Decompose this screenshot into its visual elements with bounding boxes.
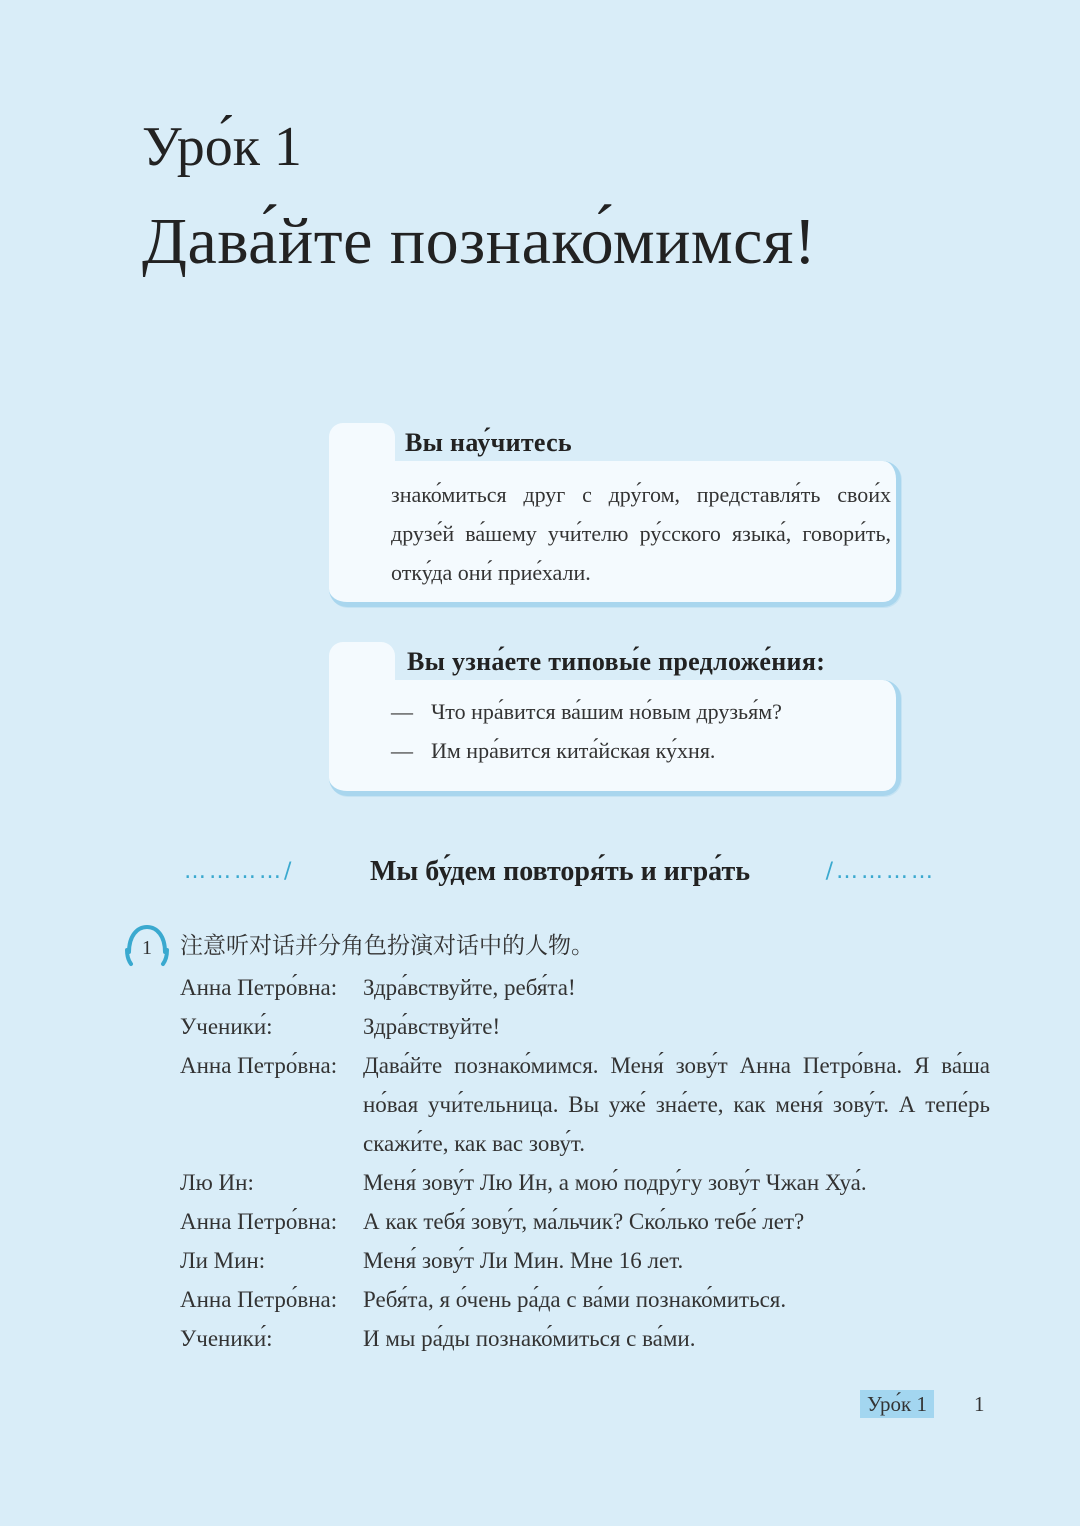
speaker: Анна Петро́вна: bbox=[180, 1287, 338, 1312]
speaker: Лю Ин: bbox=[180, 1170, 254, 1195]
goals-heading: Вы нау́читесь bbox=[405, 428, 572, 457]
goals-text: знако́миться друг с дру́гом, представля́ть свои́х друзе́й ва́шему учи́телю ру́сского языка́, говори́ть, отку́да они́ прие́хали. bbox=[391, 482, 891, 585]
dash: — bbox=[391, 738, 413, 763]
dialogue-line: Здра́вствуйте, ребя́та! bbox=[363, 975, 576, 1000]
dialogue-row bbox=[180, 1280, 990, 1319]
page-number: 1 bbox=[974, 1392, 985, 1416]
dialogue-row bbox=[180, 1202, 990, 1241]
speaker: Ученики́: bbox=[180, 1014, 273, 1039]
dialogue-line: Дава́йте познако́мимся. Меня́ зову́т Анна Петро́вна. Я ва́ша но́вая учи́тельница. Вы уже́ зна́ете, как меня́ зову́т. А тепе́рь скажи́те, как вас зову́т. bbox=[363, 1053, 990, 1156]
speaker: Анна Петро́вна: bbox=[180, 975, 338, 1000]
section-title: Мы бу́дем повторя́ть и игра́ть bbox=[369, 856, 751, 887]
dialogue-row bbox=[180, 1046, 990, 1163]
lesson-number: Уро́к 1 bbox=[142, 116, 302, 178]
dialogue-row bbox=[180, 1319, 990, 1358]
speaker: Ли Мин: bbox=[180, 1248, 266, 1273]
dialogue-line: А как тебя́ зову́т, ма́льчик? Ско́лько тебе́ лет? bbox=[363, 1209, 805, 1234]
dash: — bbox=[391, 699, 413, 724]
dialogue-row bbox=[180, 968, 990, 1007]
dialogue bbox=[180, 968, 990, 1358]
section-left-decor: …………/ bbox=[184, 859, 295, 884]
sentences-heading: Вы узна́ете типовы́е предложе́ния: bbox=[407, 647, 826, 676]
dialogue-line: Меня́ зову́т Ли Мин. Мне 16 лет. bbox=[363, 1248, 684, 1273]
section-header bbox=[184, 852, 936, 892]
sentence-item bbox=[391, 731, 891, 770]
goals-box bbox=[329, 423, 901, 607]
sentences-box bbox=[329, 642, 901, 796]
dialogue-row bbox=[180, 1241, 990, 1280]
dialogue-line: И мы ра́ды познако́миться с ва́ми. bbox=[363, 1326, 696, 1351]
dialogue-line: Здра́вствуйте! bbox=[363, 1014, 501, 1039]
speaker: Ученики́: bbox=[180, 1326, 273, 1351]
sentence-text: Что нра́вится ва́шим но́вым друзья́м? bbox=[431, 699, 782, 724]
section-right-decor: /………… bbox=[825, 859, 936, 884]
headphones-icon bbox=[124, 922, 170, 970]
exercise-1 bbox=[124, 922, 1024, 970]
dialogue-row bbox=[180, 1007, 990, 1046]
footer-lesson-label: Уро́к 1 bbox=[860, 1390, 934, 1418]
speaker: Анна Петро́вна: bbox=[180, 1053, 338, 1078]
sentences-list bbox=[391, 692, 891, 770]
exercise-number: 1 bbox=[142, 937, 152, 959]
lesson-title: Дава́йте познако́мимся! bbox=[142, 205, 817, 278]
exercise-instruction: 注意听对话并分角色扮演对话中的人物。 bbox=[180, 933, 594, 959]
dialogue-line: Меня́ зову́т Лю Ин, а мою́ подру́гу зову́т Чжан Хуа́. bbox=[363, 1170, 867, 1195]
speaker: Анна Петро́вна: bbox=[180, 1209, 338, 1234]
sentence-item bbox=[391, 692, 891, 731]
dialogue-line: Ребя́та, я о́чень ра́да с ва́ми познако́миться. bbox=[363, 1287, 787, 1312]
dialogue-row bbox=[180, 1163, 990, 1202]
sentence-text: Им нра́вится кита́йская ку́хня. bbox=[431, 738, 716, 763]
